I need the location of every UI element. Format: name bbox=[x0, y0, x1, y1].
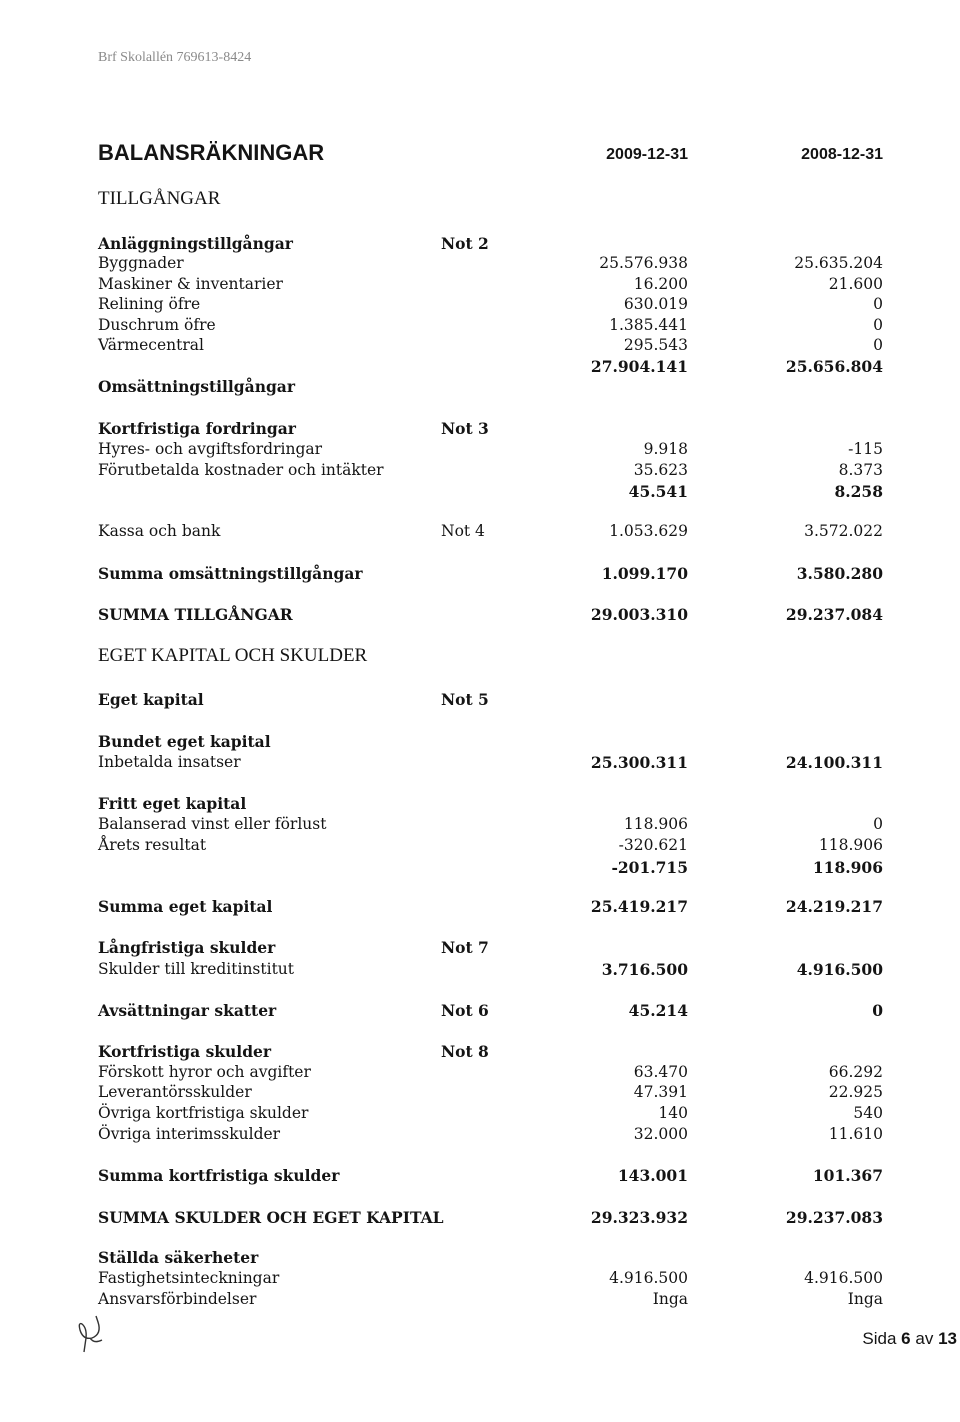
table-row bbox=[0, 605, 960, 625]
row-value-previous: 24.219.217 bbox=[785, 897, 883, 916]
row-value-current: 140 bbox=[658, 1104, 688, 1122]
row-note: Not 3 bbox=[441, 419, 489, 438]
row-label: Summa omsättningstillgångar bbox=[98, 564, 363, 583]
row-value-current: 1.053.629 bbox=[609, 522, 688, 540]
row-value-previous: 29.237.083 bbox=[785, 1208, 883, 1227]
page-number bbox=[862, 1329, 957, 1349]
row-value-previous: 29.237.084 bbox=[785, 605, 883, 624]
table-row bbox=[0, 1063, 960, 1083]
row-value-current: 32.000 bbox=[633, 1125, 688, 1143]
row-label: Eget kapital bbox=[98, 690, 204, 709]
row-label: Övriga kortfristiga skulder bbox=[98, 1104, 309, 1122]
organization-header: Brf Skolallén 769613-8424 bbox=[98, 50, 252, 65]
subtotal-previous: 25.656.804 bbox=[785, 357, 883, 376]
row-value-current: 45.214 bbox=[628, 1001, 688, 1020]
row-value-current: Inga bbox=[652, 1290, 688, 1308]
row-value-previous: 21.600 bbox=[828, 275, 883, 293]
table-row bbox=[0, 275, 960, 295]
row-value-previous: 101.367 bbox=[812, 1166, 883, 1185]
table-row bbox=[0, 440, 960, 460]
row-label: SUMMA TILLGÅNGAR bbox=[98, 605, 293, 624]
subtotal-row bbox=[0, 357, 960, 377]
row-label: Byggnader bbox=[98, 254, 184, 272]
row-value-current: 29.323.932 bbox=[590, 1208, 688, 1227]
page-prefix: Sida bbox=[862, 1329, 897, 1348]
row-label: SUMMA SKULDER OCH EGET KAPITAL bbox=[98, 1208, 444, 1227]
column-header-current: 2009-12-31 bbox=[606, 146, 688, 163]
row-value-current: 25.576.938 bbox=[599, 254, 688, 272]
row-label: Värmecentral bbox=[98, 336, 204, 354]
row-label: Fritt eget kapital bbox=[98, 794, 247, 813]
row-value-previous: 3.572.022 bbox=[804, 522, 883, 540]
row-label: Hyres- och avgiftsfordringar bbox=[98, 440, 323, 458]
row-value-current: 25.300.311 bbox=[590, 753, 688, 772]
row-value-previous: 3.580.280 bbox=[796, 564, 883, 583]
row-value-current: 295.543 bbox=[623, 336, 688, 354]
table-row bbox=[0, 753, 960, 773]
subtotal-current: -201.715 bbox=[611, 858, 688, 877]
row-value-previous: 0 bbox=[873, 295, 883, 313]
row-label: Kortfristiga skulder bbox=[98, 1042, 272, 1061]
table-row bbox=[0, 815, 960, 835]
table-row bbox=[0, 1166, 960, 1186]
table-row bbox=[0, 1083, 960, 1103]
row-label: Omsättningstillgångar bbox=[98, 377, 296, 396]
table-row bbox=[0, 1248, 960, 1268]
subtotal-current: 45.541 bbox=[628, 482, 688, 501]
row-value-previous: 11.610 bbox=[828, 1125, 883, 1143]
page-title: BALANSRÄKNINGAR bbox=[98, 140, 325, 165]
row-note: Not 8 bbox=[441, 1042, 489, 1061]
table-row bbox=[0, 1125, 960, 1145]
table-row bbox=[0, 1042, 960, 1062]
row-label: Relining öfre bbox=[98, 295, 201, 313]
row-label: Förskott hyror och avgifter bbox=[98, 1063, 311, 1081]
subtotal-previous: 118.906 bbox=[812, 858, 883, 877]
row-value-current: 143.001 bbox=[617, 1166, 688, 1185]
row-value-previous: 0 bbox=[872, 1001, 883, 1020]
row-label: Övriga interimsskulder bbox=[98, 1125, 281, 1143]
row-label: Ansvarsförbindelser bbox=[98, 1290, 257, 1308]
signature-mark bbox=[72, 1308, 112, 1358]
page-separator: av bbox=[915, 1329, 934, 1348]
subtotal-current: 27.904.141 bbox=[590, 357, 688, 376]
row-value-previous: 24.100.311 bbox=[785, 753, 883, 772]
row-value-current: 9.918 bbox=[643, 440, 688, 458]
row-value-current: 118.906 bbox=[623, 815, 688, 833]
table-row bbox=[0, 1001, 960, 1021]
row-label: Anläggningstillgångar bbox=[98, 234, 293, 253]
column-header-previous: 2008-12-31 bbox=[801, 146, 883, 163]
section-heading-equity-liabilities: EGET KAPITAL OCH SKULDER bbox=[98, 645, 368, 666]
subtotal-row bbox=[0, 482, 960, 502]
row-label: Skulder till kreditinstitut bbox=[98, 960, 295, 978]
table-row bbox=[0, 1208, 960, 1228]
row-label: Kortfristiga fordringar bbox=[98, 419, 296, 438]
row-label: Långfristiga skulder bbox=[98, 938, 276, 957]
row-value-current: -320.621 bbox=[618, 836, 688, 854]
table-row bbox=[0, 295, 960, 315]
row-value-current: 47.391 bbox=[633, 1083, 688, 1101]
row-value-previous: 22.925 bbox=[828, 1083, 883, 1101]
row-label: Inbetalda insatser bbox=[98, 753, 241, 771]
row-label: Summa kortfristiga skulder bbox=[98, 1166, 340, 1185]
table-row bbox=[0, 732, 960, 752]
table-row bbox=[0, 254, 960, 274]
row-value-previous: Inga bbox=[847, 1290, 883, 1308]
table-row bbox=[0, 234, 960, 254]
row-note: Not 2 bbox=[441, 234, 489, 253]
row-label: Fastighetsinteckningar bbox=[98, 1269, 280, 1287]
page-total: 13 bbox=[938, 1329, 957, 1348]
table-row bbox=[0, 960, 960, 980]
row-value-current: 29.003.310 bbox=[590, 605, 688, 624]
table-row bbox=[0, 377, 960, 397]
row-label: Ställda säkerheter bbox=[98, 1248, 259, 1267]
row-value-previous: -115 bbox=[848, 440, 883, 458]
row-value-previous: 0 bbox=[873, 336, 883, 354]
row-value-current: 63.470 bbox=[633, 1063, 688, 1081]
table-row bbox=[0, 1269, 960, 1289]
row-value-current: 1.385.441 bbox=[609, 316, 688, 334]
row-note: Not 5 bbox=[441, 690, 489, 709]
table-row bbox=[0, 794, 960, 814]
page-current: 6 bbox=[901, 1329, 911, 1348]
row-value-previous: 118.906 bbox=[818, 836, 883, 854]
row-note: Not 7 bbox=[441, 938, 489, 957]
row-value-previous: 8.373 bbox=[838, 461, 883, 479]
row-value-current: 35.623 bbox=[633, 461, 688, 479]
row-value-previous: 66.292 bbox=[828, 1063, 883, 1081]
row-value-previous: 0 bbox=[873, 815, 883, 833]
row-value-current: 25.419.217 bbox=[590, 897, 688, 916]
row-label: Maskiner & inventarier bbox=[98, 275, 283, 293]
subtotal-previous: 8.258 bbox=[834, 482, 883, 501]
table-row bbox=[0, 316, 960, 336]
table-row bbox=[0, 419, 960, 439]
row-label: Balanserad vinst eller förlust bbox=[98, 815, 327, 833]
row-note: Not 6 bbox=[441, 1001, 489, 1020]
table-row bbox=[0, 938, 960, 958]
row-label: Avsättningar skatter bbox=[98, 1001, 277, 1020]
row-label: Kassa och bank bbox=[98, 522, 221, 540]
row-label: Leverantörsskulder bbox=[98, 1083, 252, 1101]
table-row bbox=[0, 1290, 960, 1310]
row-value-current: 4.916.500 bbox=[609, 1269, 688, 1287]
row-value-previous: 0 bbox=[873, 316, 883, 334]
table-row bbox=[0, 564, 960, 584]
row-note: Not 4 bbox=[441, 522, 485, 540]
table-row bbox=[0, 1104, 960, 1124]
section-heading-assets: TILLGÅNGAR bbox=[98, 188, 221, 209]
row-value-current: 1.099.170 bbox=[601, 564, 688, 583]
subtotal-row bbox=[0, 858, 960, 878]
row-value-current: 16.200 bbox=[633, 275, 688, 293]
row-label: Bundet eget kapital bbox=[98, 732, 271, 751]
row-label: Årets resultat bbox=[98, 836, 207, 854]
table-row bbox=[0, 897, 960, 917]
table-row bbox=[0, 461, 960, 481]
row-value-current: 3.716.500 bbox=[601, 960, 688, 979]
row-value-previous: 4.916.500 bbox=[804, 1269, 883, 1287]
table-row bbox=[0, 836, 960, 856]
row-label: Summa eget kapital bbox=[98, 897, 273, 916]
row-value-previous: 25.635.204 bbox=[794, 254, 883, 272]
row-label: Förutbetalda kostnader och intäkter bbox=[98, 461, 384, 479]
table-row bbox=[0, 690, 960, 710]
table-row bbox=[0, 522, 960, 542]
row-value-previous: 540 bbox=[853, 1104, 883, 1122]
row-value-previous: 4.916.500 bbox=[796, 960, 883, 979]
row-label: Duschrum öfre bbox=[98, 316, 216, 334]
table-row bbox=[0, 336, 960, 356]
row-value-current: 630.019 bbox=[623, 295, 688, 313]
